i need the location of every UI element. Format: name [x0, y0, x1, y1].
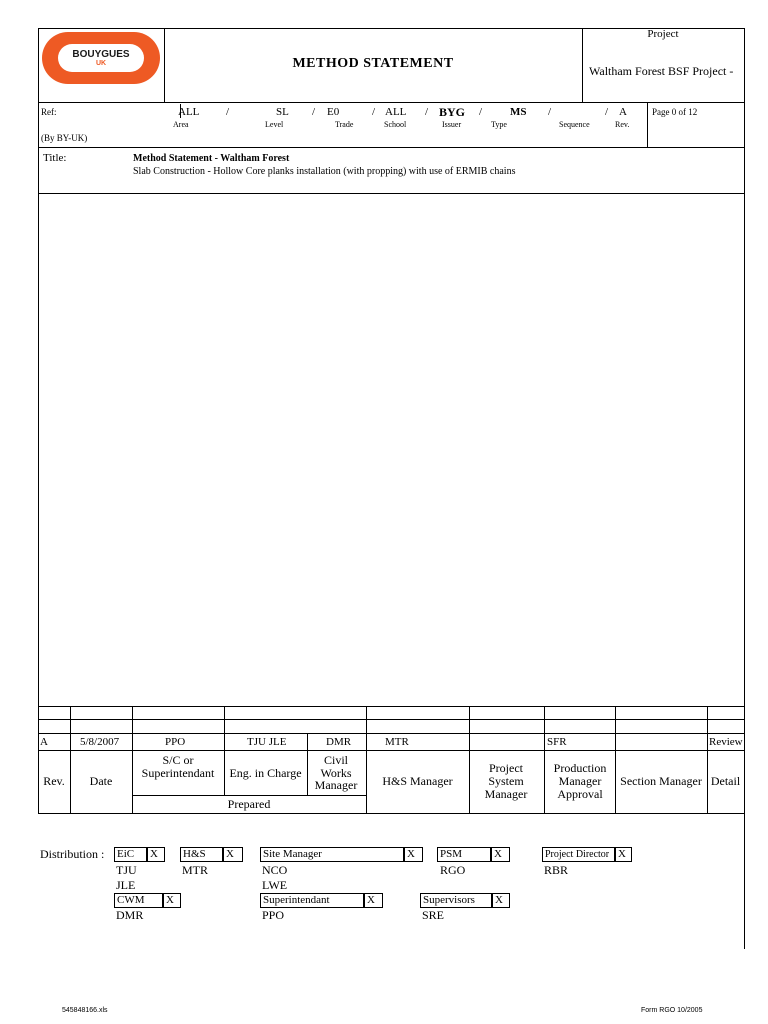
- distribution-label: Distribution :: [40, 847, 105, 861]
- ref-separator: /: [372, 106, 376, 118]
- dist-role-psm: PSM: [437, 847, 491, 862]
- ref-label: Ref:: [41, 107, 57, 117]
- footer-form: Form RGO 10/2005: [641, 1007, 703, 1014]
- prod-value: SFR: [547, 736, 567, 748]
- ref-rev-caption: Rev.: [615, 120, 630, 129]
- ref-type-caption: Type: [491, 120, 507, 129]
- prepared-label: Prepared: [227, 797, 271, 811]
- document-title: METHOD STATEMENT: [292, 56, 454, 71]
- dist-check-eic[interactable]: X: [147, 847, 165, 862]
- ref-separator: /: [312, 106, 316, 118]
- dist-check-cwm[interactable]: X: [163, 893, 181, 908]
- ref-type-value: MS: [510, 106, 527, 118]
- dist-check-supervisors[interactable]: X: [492, 893, 510, 908]
- ref-rev-value: A: [619, 106, 627, 118]
- title-line-2: Slab Construction - Hollow Core planks installation (with propping) with use of ERMIB chains: [133, 166, 516, 177]
- dist-name: DMR: [116, 908, 144, 922]
- ref-level-value: SL: [276, 106, 289, 118]
- ref-issuer-caption: Issuer: [442, 120, 462, 129]
- dist-check-psm[interactable]: X: [491, 847, 510, 862]
- dist-name: NCO: [262, 863, 288, 877]
- dist-check-project-director[interactable]: X: [615, 847, 632, 862]
- ref-separator: /: [425, 106, 429, 118]
- title-label: Title:: [43, 152, 67, 164]
- dist-name: RGO: [440, 863, 466, 877]
- dist-check-superintendant[interactable]: X: [364, 893, 383, 908]
- page-number: Page 0 of 12: [652, 107, 698, 117]
- eng-value: TJU JLE: [247, 736, 287, 748]
- dist-name: JLE: [116, 878, 136, 892]
- dist-role-cwm: CWM: [114, 893, 163, 908]
- dist-check-site-manager[interactable]: X: [404, 847, 423, 862]
- logo-top-text: BOUYGUES: [72, 49, 130, 60]
- hs-header: H&S Manager: [382, 774, 453, 788]
- psm-header: Project System Manager: [484, 761, 528, 801]
- footer-file: 545848166.xls: [62, 1007, 108, 1014]
- content-area: [39, 194, 744, 706]
- project-label: Project: [647, 28, 679, 40]
- ref-school-caption: School: [384, 120, 407, 129]
- prod-header: Production Manager Approval: [553, 761, 607, 801]
- dist-role-supervisors: Supervisors: [420, 893, 492, 908]
- dist-name: SRE: [422, 908, 445, 922]
- civil-value: DMR: [326, 736, 352, 748]
- ref-sequence-caption: Sequence: [559, 120, 590, 129]
- ref-separator: /: [479, 106, 483, 118]
- ref-issuer-value: BYG: [439, 105, 466, 119]
- detail-value: Review: [709, 736, 743, 748]
- ref-area-value: ALL: [178, 106, 200, 118]
- company-logo: [42, 32, 160, 84]
- dist-name: RBR: [544, 863, 569, 877]
- dist-name: MTR: [182, 863, 209, 877]
- section-header: Section Manager: [620, 774, 702, 788]
- ref-trade-caption: Trade: [335, 120, 354, 129]
- dist-role-hs: H&S: [180, 847, 223, 862]
- hs-value: MTR: [385, 736, 409, 748]
- ref-separator: /: [605, 106, 609, 118]
- sc-value: PPO: [165, 736, 186, 748]
- dist-name: TJU: [116, 863, 137, 877]
- ref-separator: /: [548, 106, 552, 118]
- sc-header: S/C or Superintendant: [141, 753, 215, 780]
- eng-header: Eng. in Charge: [229, 766, 302, 780]
- project-name: Waltham Forest BSF Project -: [589, 64, 734, 78]
- dist-role-eic: EiC: [114, 847, 147, 862]
- dist-role-site-manager: Site Manager: [260, 847, 404, 862]
- date-value: 5/8/2007: [80, 736, 120, 748]
- ref-area-caption: Area: [173, 120, 189, 129]
- ref-separator: /: [226, 106, 230, 118]
- ref-level-caption: Level: [265, 120, 284, 129]
- rev-value: A: [40, 736, 48, 748]
- detail-header: Detail: [710, 774, 741, 788]
- logo-bottom-text: UK: [95, 60, 107, 67]
- dist-role-project-director: Project Director: [542, 847, 615, 862]
- date-header: Date: [89, 774, 113, 788]
- rev-header: Rev.: [43, 774, 65, 788]
- dist-role-superintendant: Superintendant: [260, 893, 364, 908]
- dist-name: LWE: [262, 878, 288, 892]
- dist-name: PPO: [262, 908, 285, 922]
- civil-header: Civil Works Manager: [314, 753, 358, 792]
- title-line-1: Method Statement - Waltham Forest: [133, 153, 290, 164]
- ref-by: (By BY-UK): [41, 133, 88, 143]
- ref-school-value: ALL: [385, 106, 407, 118]
- dist-check-hs[interactable]: X: [223, 847, 243, 862]
- ref-trade-value: E0: [327, 106, 340, 118]
